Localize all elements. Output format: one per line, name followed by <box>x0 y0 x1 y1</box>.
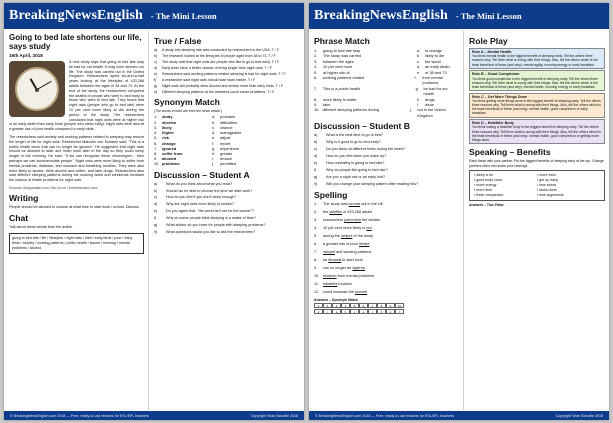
synonym-row: 4. higher d. manageable <box>154 130 242 136</box>
page-header <box>4 3 304 29</box>
list-item: • get up early <box>537 178 600 183</box>
benefits-heading: Speaking – Benefits <box>469 147 551 158</box>
list-item: • less stress <box>537 183 600 188</box>
chat-heading: Chat <box>9 212 29 223</box>
spelling-item: 9. can no longer be dgeirno <box>314 265 366 270</box>
brand-subtitle: - The Mini Lesson <box>150 11 217 21</box>
left-column <box>309 31 464 410</box>
tf-item: b) The research looked at the lifestyles of people aged from 38 to 73. T / F <box>154 53 276 58</box>
page-footer <box>309 411 609 420</box>
discussion-b-list <box>314 133 459 187</box>
role-card-d: Role D – Healthier Body You think having a healthier body is the biggest benefit of sleeping early. Tell the others three reasons why. Tell them what is wrong with their things. Also, tell the others which is the least beneficial of these (and why): mental health, good complexion or getting more things done. <box>469 119 605 144</box>
question-item: g) Are you a night owl or an early bird? <box>314 175 386 180</box>
answers-true-false-label: Answers – True False <box>469 202 504 207</box>
phrase-match-heading: Phrase Match <box>314 36 370 46</box>
synonym-note: (The words in bold are from the news article.) <box>154 109 223 114</box>
synonym-row: 10. problems j. permitted <box>154 161 237 167</box>
chat-intro: Talk about these words from the article. <box>9 224 74 229</box>
writing-heading: Writing <box>9 192 39 203</box>
tf-item: a) A study into sleeping late was conducted by researchers in the USA. T / F <box>154 48 279 52</box>
list-item: • good body clock <box>474 178 537 183</box>
footer-left-text: © BreakingNewsEnglish.com 2018 — Free, ready-to-use lessons for ESL/EFL teachers <box>10 413 149 418</box>
spelling-item: 8. be dloweal to start work <box>314 257 363 262</box>
discussion-a-heading: Discussion – Student A <box>154 169 250 180</box>
phrase-row: 2. The study was carried b. likely to die <box>314 53 445 59</box>
spelling-item: 6. a greater risk of poor lhhate <box>314 241 370 246</box>
spelling-item: 2. the ysleftlei of 433,268 adults <box>314 209 373 214</box>
question-item: f) Why do some people think sleeping is a waste of time? <box>154 216 256 221</box>
synonym-row: 3. likely c. chance <box>154 124 233 130</box>
synonym-table <box>154 114 300 166</box>
tf-item: d) Early birds have a better chance of living longer than night owls. T / F <box>154 65 272 70</box>
list-item: • more energy <box>474 183 537 188</box>
benefits-list <box>469 170 605 201</box>
phrase-row: 8. more likely to suffer h. drugs <box>314 96 435 102</box>
role-card-a: Role A – Mental Health You think mental health is the biggest benefit of sleeping early. Tell the others three reasons why. Tell them what is wrong with their things. Also, tell the others which is the least beneficial of these (and why): mental agility, morning energy or early breakfast. <box>469 48 605 69</box>
benefits-intro: Rank these with your partner. Put the biggest benefits of sleeping early at the top. Change partners often and share your rankings. <box>469 159 604 168</box>
right-column <box>149 31 304 410</box>
spelling-item: 3. researchers paecrdmo the deaths <box>314 217 380 222</box>
question-item: a) What is the best time to go to bed? <box>314 133 383 138</box>
writing-prompt: People should be allowed to choose at what time to start work / school. Discuss. <box>9 204 140 209</box>
spelling-list <box>314 202 459 295</box>
answer-grid-numbers: 1 2 3 4 5 6 7 8 9 10 <box>314 303 459 308</box>
question-item: g) What advice do you have for people with sleeping problems? <box>154 223 266 228</box>
answers-label: Answers – Synonym Match <box>314 297 358 302</box>
question-item: c) Do you sleep at different times during the week? <box>314 147 405 152</box>
spelling-item: 7. xanyeti and working patterns <box>314 249 372 254</box>
footer-right-text: Copyright Sean Banville 2018 <box>555 413 603 418</box>
synonym-row: 6. change f. report <box>154 140 231 146</box>
question-item: d) How do you feel when you wake up? <box>314 154 387 159</box>
brand-subtitle: - The Mini Lesson <box>455 11 522 21</box>
synonym-row: 1. study a. probable <box>154 114 236 120</box>
spelling-item: 12. could increase the acnceh <box>314 289 368 294</box>
discussion-b-heading: Discussion – Student B <box>314 121 410 132</box>
list-item: • more food <box>537 173 600 178</box>
alarm-clock-icon <box>9 61 65 117</box>
question-item: a) What do you think about what you read? <box>154 181 233 186</box>
tf-item: f) A researcher said night owls should start work earlier. T / F <box>154 77 256 82</box>
list-item: • less arguments <box>537 193 600 198</box>
question-item: c) How do you feel if you don't sleep enough? <box>154 195 237 200</box>
footer-right-text: Copyright Sean Banville 2018 <box>250 413 298 418</box>
role-play-heading: Role Play <box>469 36 508 46</box>
question-item: e) Do you agree that, "the world isn't set for the worker"? <box>154 209 254 214</box>
list-item: • tasks done <box>537 188 600 193</box>
tf-item: g) Night owls will probably drink alcohol and smoke more than early birds. T / F <box>154 83 284 88</box>
question-item: d) Why are night owls more likely to smoke? <box>154 202 234 207</box>
left-column <box>4 31 149 410</box>
spelling-heading: Spelling <box>314 189 348 200</box>
true-false-list <box>154 48 300 94</box>
worksheet-page-2 <box>309 3 609 420</box>
phrase-row: 10. different sleeping patterns during j. out in the United Kingdom <box>314 107 446 118</box>
tf-item: e) Researchers said working patterns related sleeping is bad for night owls. T / F <box>154 71 286 76</box>
article-paragraph: The researchers said anxiety and working patterns related to sleeping may reduce the length of life for night owls. Researcher Malcolm von Schantz said, "This is a public health issue that can no longer be ignored." He suggested that night owls should be allowed to start and finish work later in the day so they could sleep longer in the morning. He said: "If we can recognize these chronotypes... then perhaps we can accommodate people." Night owls were more likely to suffer from mental problems, diabetes, and stomach and breathing troubles. They were also more likely to smoke, drink alcohol and coffee, and take drugs. Researchers also said different sleeping patterns during the working week and weekends increase the chance of health problems for night owls. <box>9 134 144 183</box>
article-title: Going to bed late shortens our life, says study <box>9 33 142 51</box>
synonym-row: 2. shorten b. difficulties <box>154 119 238 125</box>
article-sources: Sources: theguardian.com / bbc.co.uk / thenewsvision.com <box>9 185 98 190</box>
synonym-row: 5. risk e. adjust <box>154 135 231 141</box>
question-item: b) Should we be able to choose the time we start work? <box>154 188 253 193</box>
answer-grid-letters: d j a h c e i b g f <box>314 309 459 314</box>
question-item: h) Will you change your sleeping pattern after reading this? <box>314 182 419 187</box>
spelling-item: 1. The study was icrread out in the UK <box>314 201 384 206</box>
question-item: f) Why do people like going to bed late? <box>314 168 388 173</box>
phrase-row: 6. working patterns related f. from mental problems <box>314 75 443 86</box>
true-false-heading: True / False <box>154 36 202 46</box>
brand-title: BreakingNewsEnglish <box>9 8 143 23</box>
spelling-item: 5. during the oedprii of the study <box>314 233 374 238</box>
brand-title: BreakingNewsEnglish <box>314 8 448 23</box>
right-column <box>464 31 609 410</box>
phrase-row: 4. 10 per cent more d. an early death <box>314 64 450 70</box>
tf-item: h) Different sleeping patterns at the weekend could cause problems. T / F <box>154 89 275 94</box>
question-item: e) How unhealthy is going to bed late? <box>314 161 385 166</box>
question-item: h) What questions would you like to ask the researchers? <box>154 230 256 235</box>
list-item: • fresh complexion <box>474 193 537 198</box>
tf-item: c) The study said that night owls are people who like to go to bed early. T / F <box>154 59 280 64</box>
synonym-row: 8. suffer from h. greater <box>154 150 233 156</box>
phrase-row: 1. going to bed late may a. to change <box>314 48 443 53</box>
spelling-item: 10. elndmto from mental problems <box>314 273 375 278</box>
question-item: b) Why is it good to go to bed early? <box>314 140 381 145</box>
footer-left-text: © BreakingNewsEnglish.com 2018 — Free, ready-to-use lessons for ESL/EFL teachers <box>315 413 454 418</box>
page-header <box>309 3 609 29</box>
phrase-row: 7. This is a public health g. be bad for our health <box>314 85 448 97</box>
phrase-row: 5. at higher risk of e. of 38 and 73 <box>314 69 447 75</box>
list-item: • more time <box>474 188 537 193</box>
chat-word-box: going to bed late / life / lifestyles / night owls / died / early birds / poor / early birds / anxiety / working patterns / public health / issues / morning / mental problems / alcohol <box>9 233 144 254</box>
article-date: 16th April, 2018 <box>9 53 43 58</box>
role-card-c: Role C – Get More Things Done You think getting more things done is the biggest benefit of sleeping early. Tell the others three reasons why. Tell them what is wrong with their things. Also, tell the others which is the least beneficial of these (and why): mental health, good complexion or early breakfast. <box>469 93 605 118</box>
role-card-b: Role B – Good Complexion You think good complexion is the biggest benefit of sleeping early. Tell the others three reasons why. Tell them what is wrong with their things. Also, tell the others which is the least beneficial of these (and why): mental health, morning energy or early breakfast. <box>469 70 605 91</box>
spelling-item: 4. 10 per cent more likely to ied <box>314 225 372 230</box>
article-paragraph: A new study says that going to bed late may be bad for our health. It may even shorten our life. The study was carried out in the United Kingdom. Researchers spent six-and-a-half years looking at the lifestyles of 433,268 adults between the ages of 38 and 73. At the end of the study, the researchers compared the deaths of people who went to bed early to those who went to bed late. They found that night owls (people who go to bed late) were 10 per cent more likely to die during the period of the study. The researchers concluded that night owls were at higher risk of an early death than early birds (people who sleep early). Night owls were also at a greater risk of poor health compared to early birds. <box>9 60 144 132</box>
discussion-a-list <box>154 182 300 236</box>
phrase-row: 9. take i. issue <box>314 102 435 108</box>
worksheet-page-1 <box>4 3 304 420</box>
synonym-match-heading: Synonym Match <box>154 97 220 108</box>
list-item: • sleep a lot <box>474 173 537 178</box>
phrase-match-table <box>314 48 459 118</box>
synonym-row: 9. allowed i. reduce <box>154 156 232 162</box>
phrase-row: 3. between the ages c. the world <box>314 58 441 64</box>
page-footer <box>4 411 304 420</box>
spelling-item: 11. ediaebts troubles <box>314 281 352 286</box>
synonym-row: 7. ignored g. experience <box>154 145 240 151</box>
